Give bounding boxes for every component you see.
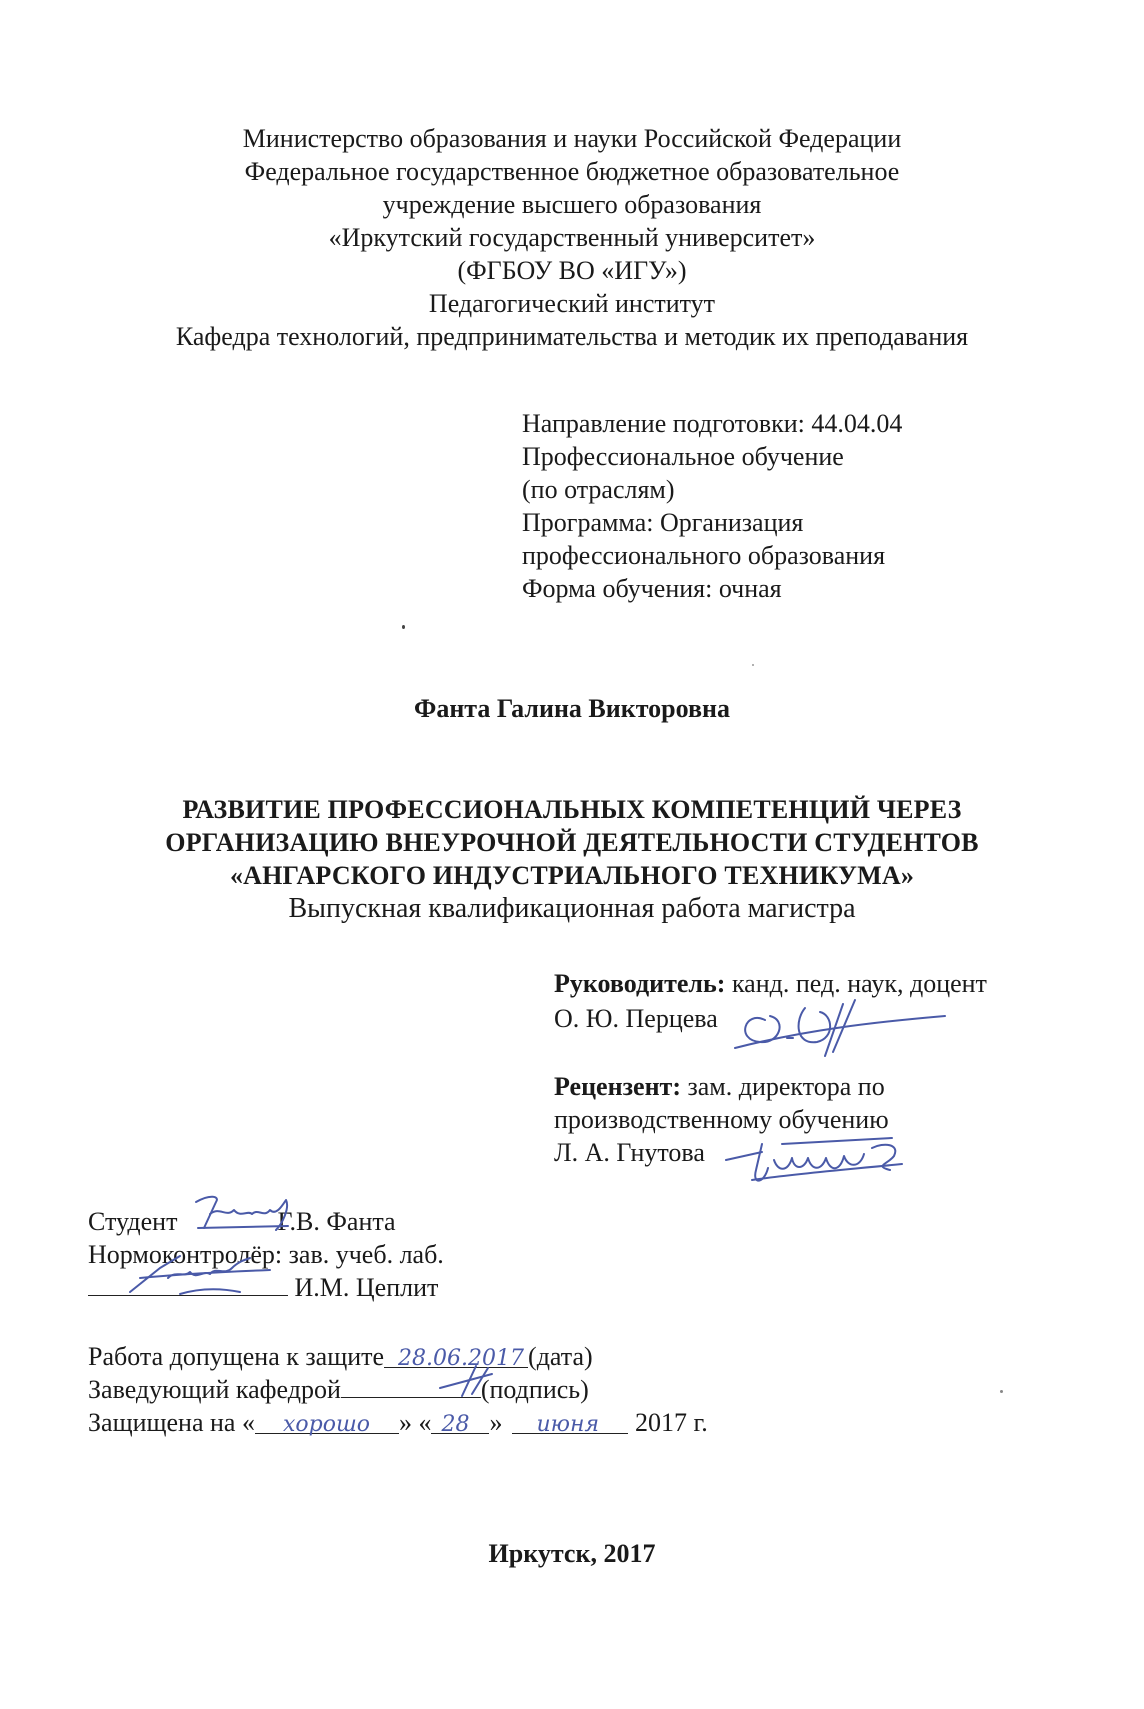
reviewer-label: Рецензент:: [554, 1072, 681, 1101]
admitted-label: Работа допущена к защите: [88, 1342, 385, 1371]
supervisor-name: О. Ю. Перцева: [554, 1004, 718, 1033]
defended-grade-field: [255, 1407, 399, 1437]
head-label: Заведующий кафедрой: [88, 1375, 341, 1404]
program-direction: Направление подготовки: 44.04.04: [522, 409, 903, 438]
institute-name: Педагогический институт: [428, 289, 716, 318]
thesis-title-line-2: ОРГАНИЗАЦИЮ ВНЕУРОЧНОЙ ДЕЯТЕЛЬНОСТИ СТУДЕНТОВ: [165, 828, 979, 857]
reviewer-line: [554, 1071, 885, 1103]
ministry-line: Министерство образования и науки Российской Федерации: [242, 124, 902, 153]
reviewer-title-1: зам. директора по: [680, 1072, 885, 1101]
defended-day-field: [431, 1407, 489, 1437]
defended-line: [88, 1407, 708, 1439]
scan-speck: [1000, 1390, 1003, 1393]
admitted-date: 28.06.2017: [398, 1346, 525, 1371]
normcontrol-signature: [120, 1248, 280, 1304]
student-label: Студент: [88, 1207, 178, 1236]
program-name-1: Программа: Организация: [522, 508, 804, 537]
head-suffix: (подпись): [480, 1375, 589, 1404]
normcontrol-label: Нормоконтролёр: зав. учеб. лаб.: [88, 1240, 444, 1269]
study-form: Форма обучения: очная: [522, 574, 782, 603]
reviewer-title-2: производственному обучению: [554, 1105, 889, 1134]
defended-day: 28: [441, 1412, 470, 1437]
defended-year: 2017 г.: [628, 1408, 708, 1437]
institution-line-2: учреждение высшего образования: [382, 190, 762, 219]
reviewer-signature: [722, 1130, 922, 1200]
program-name-2: профессионального образования: [522, 541, 886, 570]
department-name: Кафедра технологий, предпринимательства и методик их преподавания: [175, 322, 969, 351]
scan-speck: [402, 625, 405, 629]
student-name: Г.В. Фанта: [277, 1207, 396, 1236]
defended-prefix: Защищена на «: [88, 1408, 255, 1437]
thesis-title-line-1: РАЗВИТИЕ ПРОФЕССИОНАЛЬНЫХ КОМПЕТЕНЦИЙ ЧЕРЕЗ: [182, 795, 962, 824]
student-signature: [190, 1188, 295, 1238]
head-signature: [432, 1362, 522, 1402]
normcontrol-name: И.М. Цеплит: [288, 1273, 439, 1302]
program-direction-name-1: Профессиональное обучение: [522, 442, 844, 471]
city-year: Иркутск, 2017: [488, 1539, 656, 1568]
supervisor-title: канд. пед. наук, доцент: [725, 969, 987, 998]
program-direction-name-2: (по отраслям): [522, 475, 675, 504]
defended-grade: хорошо: [282, 1412, 371, 1437]
university-abbreviation: (ФГБОУ ВО «ИГУ»): [457, 256, 687, 285]
thesis-type: Выпускная квалификационная работа магистра: [288, 893, 856, 924]
scan-speck: [752, 664, 754, 666]
author-name: Фанта Галина Викторовна: [414, 694, 730, 723]
defended-mid: » «: [398, 1408, 432, 1437]
institution-line-1: Федеральное государственное бюджетное образовательное: [244, 157, 900, 186]
supervisor-signature: [725, 990, 965, 1060]
thesis-title-line-3: «АНГАРСКОГО ИНДУСТРИАЛЬНОГО ТЕХНИКУМА»: [229, 861, 915, 890]
admitted-suffix: (дата): [528, 1342, 593, 1371]
university-name: «Иркутский государственный университет»: [328, 223, 816, 252]
defended-month: июня: [536, 1412, 600, 1437]
supervisor-label: Руководитель:: [554, 969, 726, 998]
reviewer-name: Л. А. Гнутова: [554, 1138, 705, 1167]
defended-month-field: [512, 1407, 628, 1437]
defended-close: »: [489, 1408, 503, 1437]
